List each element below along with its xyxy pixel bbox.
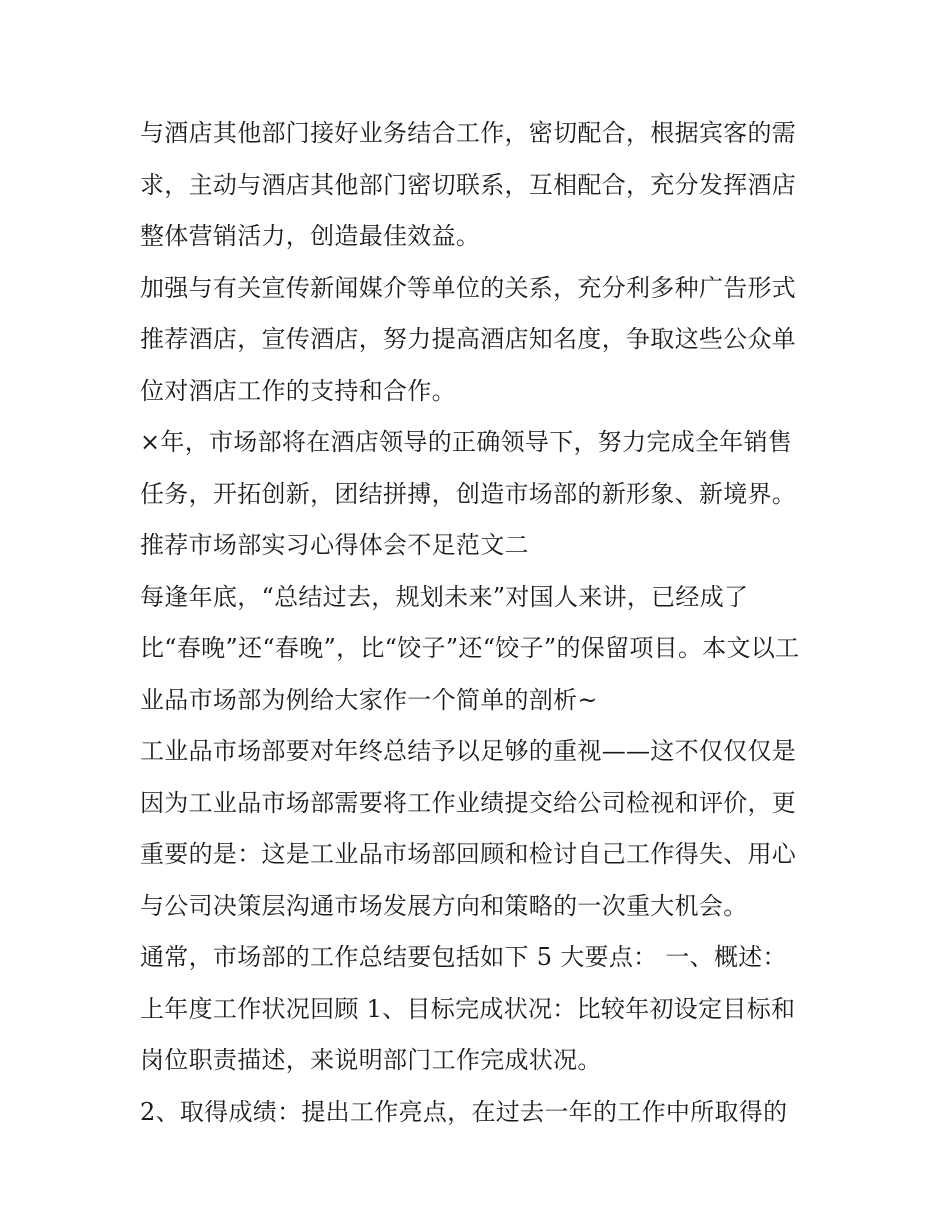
text-line: 上年度工作状况回顾 1、目标完成状况：比较年初设定目标和 — [140, 994, 796, 1023]
text-line: 重要的是：这是工业品市场部回顾和检讨自己工作得失、用心 — [140, 840, 797, 868]
document-body — [140, 108, 830, 1138]
text-line: 整体营销活力，创造最佳效益。 — [140, 222, 481, 250]
section-heading: 推荐市场部实习心得体会不足范文二 — [140, 531, 529, 559]
text-line: 与公司决策层沟通市场发展方向和策略的一次重大机会。 — [140, 891, 748, 920]
text-line: 通常，市场部的工作总结要包括如下 5 大要点： 一、概述： — [140, 943, 787, 971]
text-line: 与酒店其他部门接好业务结合工作，密切配合，根据宾客的需 — [140, 119, 797, 147]
text-line: 求，主动与酒店其他部门密切联系，互相配合，充分发挥酒店 — [140, 170, 797, 199]
text-line: 因为工业品市场部需要将工作业绩提交给公司检视和评价，更 — [140, 788, 797, 817]
text-line: 比“春晚”还“春晚”，比“饺子”还“饺子”的保留项目。本文以工 — [140, 634, 800, 662]
text-line: ×年，市场部将在酒店领导的正确领导下，努力完成全年销售 — [140, 428, 793, 456]
text-line: 任务，开拓创新，团结拼搏，创造市场部的新形象、新境界。 — [140, 479, 797, 508]
text-line: 2、取得成绩：提出工作亮点，在过去一年的工作中所取得的 — [140, 1097, 788, 1126]
text-line: 推荐酒店，宣传酒店，努力提高酒店知名度，争取这些公众单 — [140, 325, 797, 353]
text-line: 岗位职责描述，来说明部门工作完成状况。 — [140, 1046, 602, 1074]
text-line: 业品市场部为例给大家作一个简单的剖析~ — [140, 685, 598, 714]
text-line: 加强与有关宣传新闻媒介等单位的关系，充分利多种广告形式 — [140, 273, 797, 302]
text-line: 工业品市场部要对年终总结予以足够的重视——这不仅仅仅是 — [140, 737, 797, 765]
text-line: 每逢年底，“总结过去，规划未来”对国人来讲，已经成了 — [140, 582, 749, 611]
text-line: 位对酒店工作的支持和合作。 — [140, 376, 456, 405]
